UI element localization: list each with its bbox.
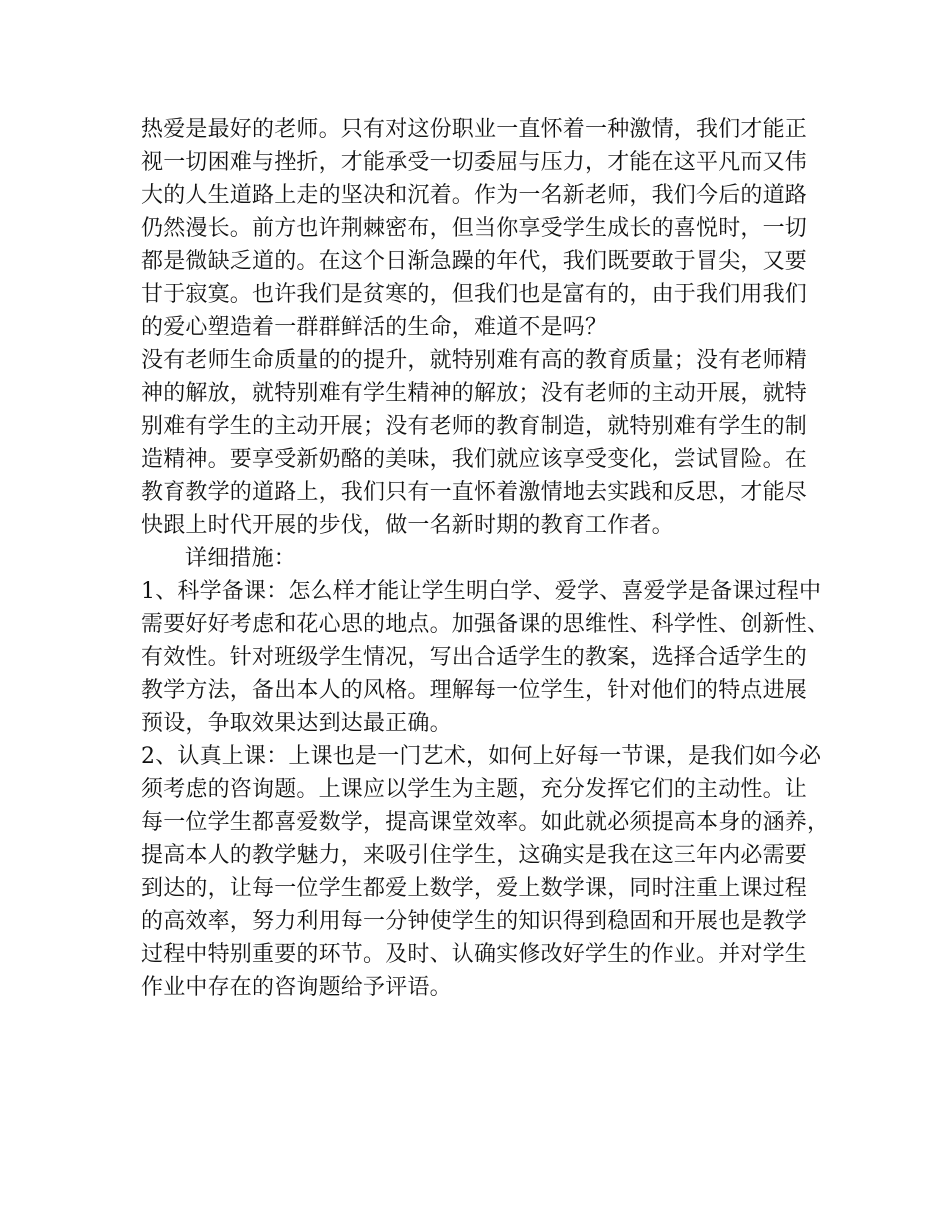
text-line: 到达的，让每一位学生都爱上数学，爱上数学课，同时注重上课过程 bbox=[141, 876, 808, 901]
text-line: 教学方法，备出本人的风格。理解每一位学生，针对他们的特点进展 bbox=[141, 678, 808, 703]
text-line: 热爱是最好的老师。只有对这份职业一直怀着一种激情，我们才能正 bbox=[141, 117, 808, 142]
text-line: 别难有学生的主动开展；没有老师的教育制造，就特别难有学生的制 bbox=[141, 414, 808, 439]
text-line: 视一切困难与挫折，才能承受一切委屈与压力，才能在这平凡而又伟 bbox=[141, 150, 808, 175]
text-line: 2、认真上课：上课也是一门艺术，如何上好每一节课，是我们如今必 bbox=[141, 744, 822, 769]
text-line: 过程中特别重要的环节。及时、认确实修改好学生的作业。并对学生 bbox=[141, 942, 808, 967]
text-line: 造精神。要享受新奶酪的美味，我们就应该享受变化，尝试冒险。在 bbox=[141, 447, 808, 472]
text-line: 仍然漫长。前方也许荆棘密布，但当你享受学生成长的喜悦时，一切 bbox=[141, 216, 808, 241]
paragraph-measures-heading bbox=[141, 542, 831, 575]
paragraph-measure-1 bbox=[141, 575, 831, 740]
paragraph-teacher-quality bbox=[141, 344, 831, 542]
text-line: 提高本人的教学魅力，来吸引住学生，这确实是我在这三年内必需要 bbox=[141, 843, 808, 868]
document-body bbox=[141, 113, 831, 1004]
text-line: 的爱心塑造着一群群鲜活的生命，难道不是吗？ bbox=[141, 315, 608, 340]
text-line: 需要好好考虑和花心思的地点。加强备课的思维性、科学性、创新性、 bbox=[141, 612, 830, 637]
text-line: 每一位学生都喜爱数学，提高课堂效率。如此就必须提高本身的涵养， bbox=[141, 810, 830, 835]
text-line: 作业中存在的咨询题给予评语。 bbox=[141, 975, 452, 1000]
text-line: 大的人生道路上走的坚决和沉着。作为一名新老师，我们今后的道路 bbox=[141, 183, 808, 208]
text-line: 都是微缺乏道的。在这个日渐急躁的年代，我们既要敢于冒尖，又要 bbox=[141, 249, 808, 274]
text-line: 的高效率，努力利用每一分钟使学生的知识得到稳固和开展也是教学 bbox=[141, 909, 808, 934]
text-line: 甘于寂寞。也许我们是贫寒的，但我们也是富有的，由于我们用我们 bbox=[141, 282, 808, 307]
text-line: 教育教学的道路上，我们只有一直怀着激情地去实践和反思，才能尽 bbox=[141, 480, 808, 505]
text-line: 须考虑的咨询题。上课应以学生为主题，充分发挥它们的主动性。让 bbox=[141, 777, 808, 802]
text-line: 1、科学备课：怎么样才能让学生明白学、爱学、喜爱学是备课过程中 bbox=[141, 579, 822, 604]
text-line: 有效性。针对班级学生情况，写出合适学生的教案，选择合适学生的 bbox=[141, 645, 808, 670]
paragraph-measure-2 bbox=[141, 740, 831, 1004]
text-line: 没有老师生命质量的的提升，就特别难有高的教育质量；没有老师精 bbox=[141, 348, 808, 373]
paragraph-passion bbox=[141, 113, 831, 344]
text-line: 神的解放，就特别难有学生精神的解放；没有老师的主动开展，就特 bbox=[141, 381, 808, 406]
text-line: 快跟上时代开展的步伐，做一名新时期的教育工作者。 bbox=[141, 513, 674, 538]
section-heading: 详细措施： bbox=[185, 546, 297, 571]
text-line: 预设，争取效果达到达最正确。 bbox=[141, 711, 452, 736]
